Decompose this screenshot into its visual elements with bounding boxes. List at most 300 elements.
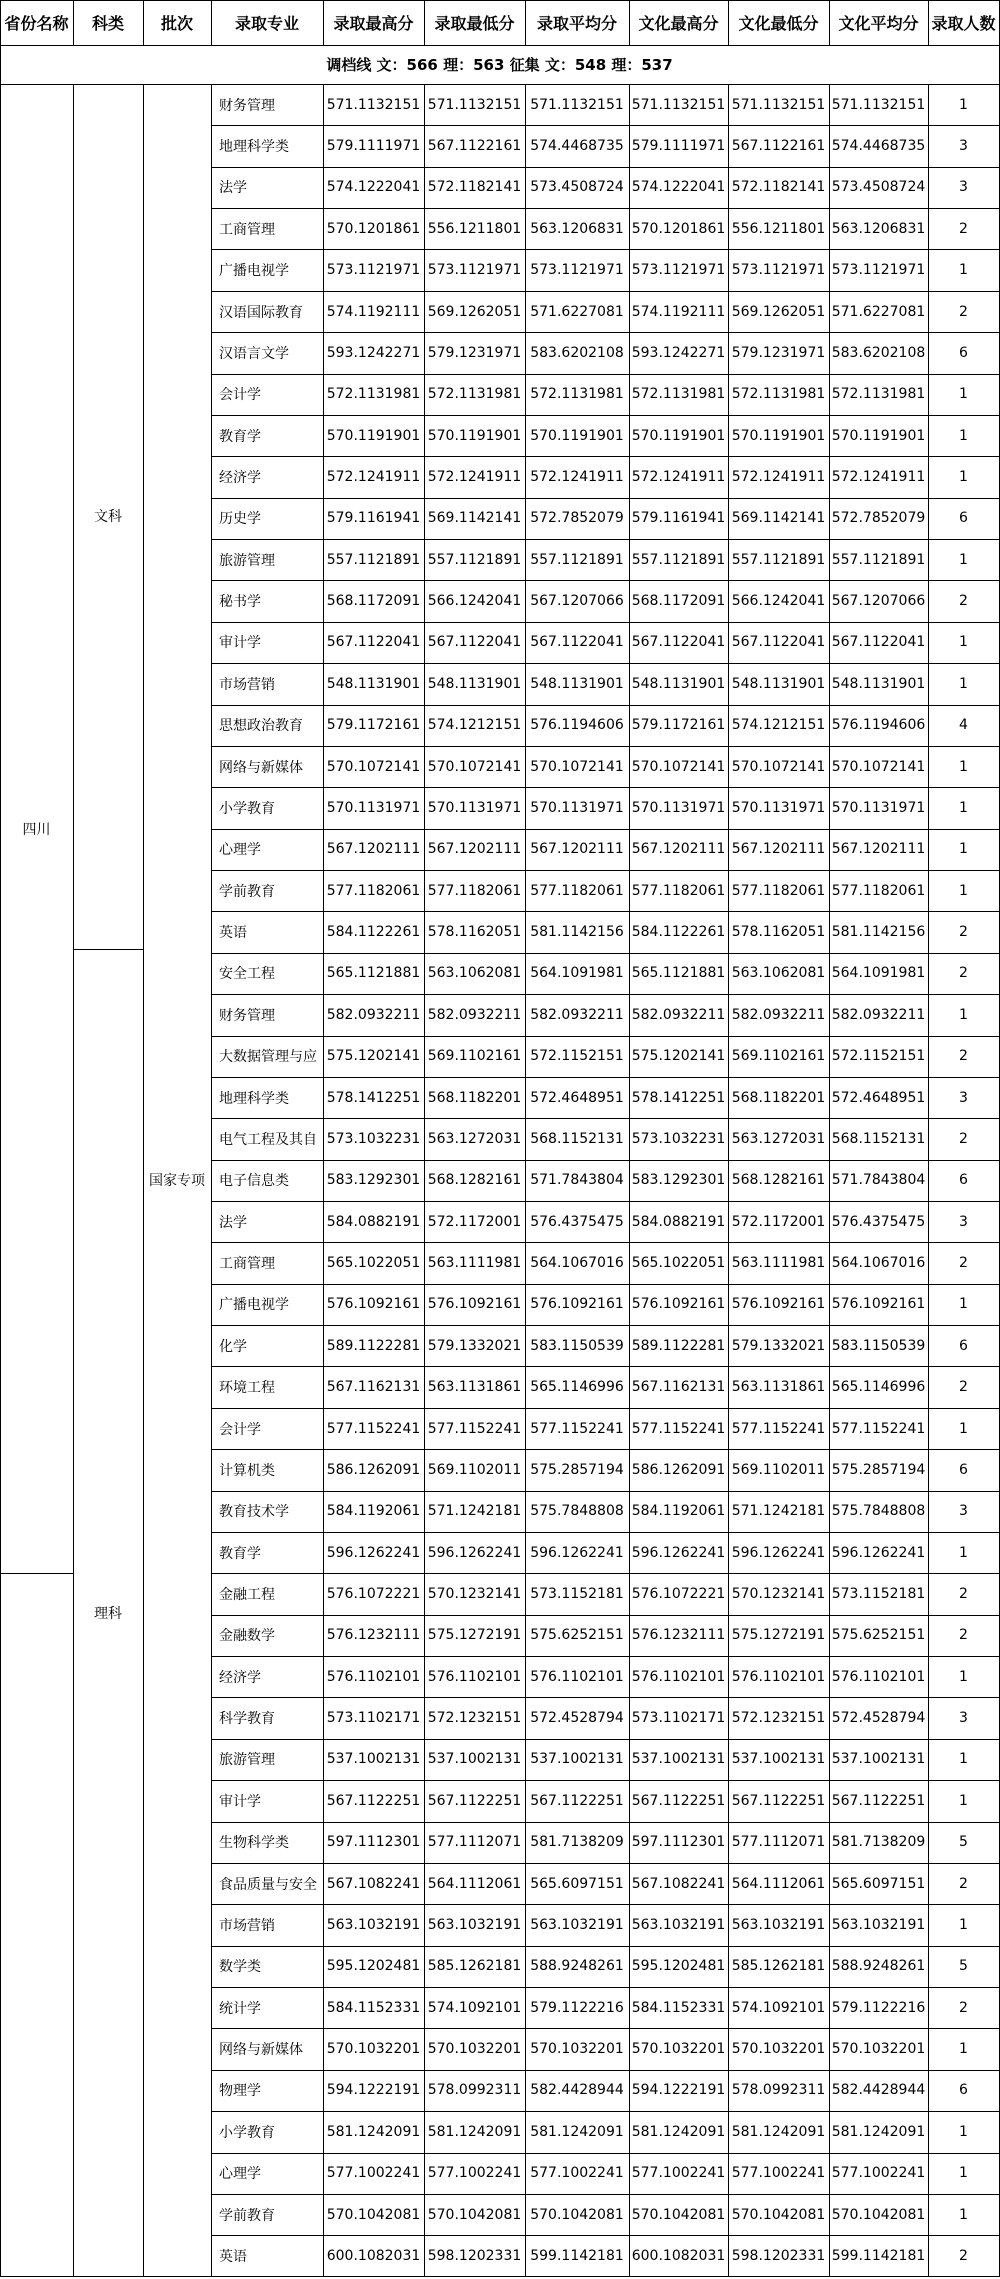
row-21-culture-max: 565.1121881 (631, 965, 726, 982)
row-34-admit-count: 3 (959, 1503, 968, 1520)
row-18-max-score: 567.1202111 (326, 841, 421, 858)
row-19-major: 学前教育 (219, 883, 275, 900)
row-2-avg-score: 573.4508724 (530, 179, 624, 196)
row-1-culture-max: 579.1111971 (631, 138, 726, 155)
row-27-culture-max: 584.0882191 (631, 1213, 726, 1230)
row-2-min-score: 572.1182141 (427, 179, 522, 196)
grid-line (424, 0, 425, 45)
row-9-avg-score: 572.1241911 (530, 469, 624, 485)
row-18-culture-avg: 567.1202111 (831, 841, 926, 858)
grid-line (211, 1366, 1000, 1367)
row-51-culture-avg: 570.1042081 (831, 2206, 926, 2223)
row-20-culture-min: 578.1162051 (731, 924, 826, 941)
row-26-culture-avg: 571.7843804 (831, 1172, 926, 1189)
subject-like: 理科 (94, 1605, 122, 1622)
row-20-culture-max: 584.1122261 (631, 924, 726, 941)
row-12-culture-avg: 567.1207066 (831, 593, 926, 610)
row-6-min-score: 579.1231971 (427, 344, 522, 361)
row-45-major: 数学类 (219, 1959, 261, 1976)
row-25-max-score: 573.1032231 (326, 1130, 421, 1147)
row-46-culture-min: 574.1092101 (731, 1999, 826, 2016)
row-40-max-score: 537.1002131 (326, 1751, 421, 1768)
row-47-culture-min: 570.1032201 (731, 2041, 826, 2058)
column-header-subject: 科类 (91, 14, 124, 33)
row-44-avg-score: 563.1032191 (530, 1916, 624, 1933)
row-35-culture-max: 596.1262241 (631, 1544, 726, 1561)
row-27-major: 法学 (219, 1214, 247, 1231)
grid-line (211, 291, 1000, 292)
row-37-min-score: 575.1272191 (427, 1627, 522, 1644)
row-48-culture-avg: 582.4428944 (831, 2082, 926, 2099)
grid-line (143, 84, 144, 2277)
row-50-major: 心理学 (219, 2166, 261, 2183)
row-49-min-score: 581.1242091 (427, 2123, 522, 2140)
row-10-min-score: 569.1142141 (427, 510, 522, 527)
row-22-admit-count: 1 (959, 1006, 968, 1023)
row-9-culture-min: 572.1241911 (731, 469, 826, 485)
row-44-major: 市场营销 (219, 1917, 275, 1934)
row-33-culture-avg: 575.2857194 (831, 1461, 926, 1478)
row-14-admit-count: 1 (959, 675, 968, 692)
row-15-culture-max: 579.1172161 (631, 717, 726, 734)
row-41-major: 审计学 (219, 1793, 261, 1810)
row-46-major: 统计学 (219, 2000, 261, 2017)
row-11-culture-max: 557.1121891 (631, 551, 726, 568)
grid-line (211, 1697, 1000, 1698)
row-30-culture-max: 589.1122281 (631, 1337, 726, 1354)
row-28-culture-avg: 564.1067016 (831, 1255, 926, 1272)
row-47-major: 网络与新媒体 (219, 2042, 303, 2059)
row-0-avg-score: 571.1132151 (530, 96, 624, 113)
row-33-min-score: 569.1102011 (427, 1461, 522, 1478)
row-32-culture-min: 577.1152241 (731, 1420, 826, 1437)
row-20-admit-count: 2 (959, 924, 968, 941)
grid-line (424, 84, 425, 2277)
row-7-culture-max: 572.1131981 (631, 386, 726, 403)
row-20-avg-score: 581.1142156 (530, 924, 624, 941)
row-1-avg-score: 574.4468735 (530, 138, 624, 155)
row-45-admit-count: 5 (959, 1958, 968, 1975)
row-38-admit-count: 1 (959, 1668, 968, 1685)
row-37-max-score: 576.1232111 (326, 1627, 421, 1644)
row-43-avg-score: 565.6097151 (530, 1875, 624, 1892)
grid-line (829, 0, 830, 45)
row-13-culture-max: 567.1122041 (631, 634, 726, 651)
row-27-admit-count: 3 (959, 1213, 968, 1230)
row-26-major: 电子信息类 (219, 1173, 289, 1190)
grid-line (211, 911, 1000, 912)
row-5-min-score: 569.1262051 (427, 303, 522, 320)
row-27-max-score: 584.0882191 (326, 1213, 421, 1230)
row-18-admit-count: 1 (959, 841, 968, 858)
row-44-culture-max: 563.1032191 (631, 1916, 726, 1933)
row-25-culture-min: 563.1272031 (731, 1130, 826, 1147)
row-12-major: 秘书学 (219, 594, 261, 611)
grid-line (829, 84, 830, 2277)
row-9-major: 经济学 (219, 470, 261, 486)
row-7-admit-count: 1 (959, 386, 968, 403)
row-3-culture-avg: 563.1206831 (831, 220, 926, 237)
row-52-culture-avg: 599.1142181 (831, 2247, 926, 2264)
row-16-min-score: 570.1072141 (427, 758, 522, 775)
grid-line (0, 0, 1, 2277)
row-40-culture-max: 537.1002131 (631, 1751, 726, 1768)
row-45-culture-avg: 588.9248261 (831, 1958, 926, 1975)
row-10-culture-min: 569.1142141 (731, 510, 826, 527)
row-4-culture-max: 573.1121971 (631, 262, 726, 279)
row-6-max-score: 593.1242271 (326, 344, 421, 361)
row-17-avg-score: 570.1131971 (530, 799, 624, 816)
row-8-culture-min: 570.1191901 (731, 427, 826, 444)
row-36-avg-score: 573.1152181 (530, 1585, 624, 1602)
row-20-culture-avg: 581.1142156 (831, 924, 926, 941)
row-13-max-score: 567.1122041 (326, 634, 421, 651)
row-36-major: 金融工程 (219, 1586, 275, 1603)
grid-line (73, 0, 74, 45)
row-35-admit-count: 1 (959, 1544, 968, 1561)
row-2-major: 法学 (219, 180, 247, 197)
row-39-admit-count: 3 (959, 1710, 968, 1727)
row-36-min-score: 570.1232141 (427, 1585, 522, 1602)
row-46-admit-count: 2 (959, 1999, 968, 2016)
row-29-avg-score: 576.1092161 (530, 1296, 624, 1313)
grid-line (211, 787, 1000, 788)
row-38-min-score: 576.1102101 (427, 1668, 522, 1685)
grid-line (211, 1449, 1000, 1450)
grid-line (211, 498, 1000, 499)
grid-line (211, 2235, 1000, 2236)
row-50-max-score: 577.1002241 (326, 2165, 421, 2182)
grid-line (211, 870, 1000, 871)
row-17-culture-min: 570.1131971 (731, 799, 826, 816)
row-14-avg-score: 548.1131901 (530, 675, 624, 692)
grid-line (211, 1201, 1000, 1202)
row-14-major: 市场营销 (219, 676, 275, 693)
row-43-min-score: 564.1112061 (427, 1875, 522, 1892)
row-23-max-score: 575.1202141 (326, 1048, 421, 1065)
row-19-culture-max: 577.1182061 (631, 882, 726, 899)
grid-line (525, 84, 526, 2277)
row-11-major: 旅游管理 (219, 552, 275, 569)
row-17-max-score: 570.1131971 (326, 799, 421, 816)
row-22-min-score: 582.0932211 (427, 1006, 522, 1023)
row-16-culture-min: 570.1072141 (731, 758, 826, 775)
row-31-culture-max: 567.1162131 (631, 1379, 726, 1396)
row-24-major: 地理科学类 (219, 1090, 289, 1107)
row-10-max-score: 579.1161941 (326, 510, 421, 527)
row-48-culture-min: 578.0992311 (731, 2082, 826, 2099)
row-14-max-score: 548.1131901 (326, 675, 421, 692)
row-27-culture-avg: 576.4375475 (831, 1213, 926, 1230)
row-13-admit-count: 1 (959, 634, 968, 651)
row-12-culture-min: 566.1242041 (731, 593, 826, 610)
row-5-avg-score: 571.6227081 (530, 303, 624, 320)
row-28-culture-min: 563.1111981 (731, 1255, 826, 1272)
grid-line (211, 539, 1000, 540)
row-22-culture-min: 582.0932211 (731, 1006, 826, 1023)
row-10-culture-max: 579.1161941 (631, 510, 726, 527)
row-49-max-score: 581.1242091 (326, 2123, 421, 2140)
grid-line (211, 1325, 1000, 1326)
row-30-culture-min: 579.1332021 (731, 1337, 826, 1354)
row-11-avg-score: 557.1121891 (530, 551, 624, 568)
row-23-admit-count: 2 (959, 1048, 968, 1065)
row-33-max-score: 586.1262091 (326, 1461, 421, 1478)
row-21-max-score: 565.1121881 (326, 965, 421, 982)
row-44-admit-count: 1 (959, 1916, 968, 1933)
row-30-min-score: 579.1332021 (427, 1337, 522, 1354)
row-39-culture-avg: 572.4528794 (831, 1710, 926, 1727)
row-52-culture-max: 600.1082031 (631, 2247, 726, 2264)
row-22-avg-score: 582.0932211 (530, 1006, 624, 1023)
row-46-culture-max: 584.1152331 (631, 1999, 726, 2016)
row-46-min-score: 574.1092101 (427, 1999, 522, 2016)
grid-line (525, 0, 526, 45)
row-0-admit-count: 1 (959, 96, 968, 113)
admission-notice: 调档线 文：566 理：563 征集 文：548 理：537 (326, 56, 673, 74)
row-11-max-score: 557.1121891 (326, 551, 421, 568)
row-43-culture-avg: 565.6097151 (831, 1875, 926, 1892)
row-25-min-score: 563.1272031 (427, 1130, 522, 1147)
row-44-culture-min: 563.1032191 (731, 1916, 826, 1933)
grid-line (211, 332, 1000, 333)
grid-line (0, 84, 1000, 85)
row-43-major: 食品质量与安全 (219, 1876, 317, 1893)
grid-line (211, 994, 1000, 995)
row-18-culture-max: 567.1202111 (631, 841, 726, 858)
row-22-major: 财务管理 (219, 1007, 275, 1024)
column-header-culture_avg: 文化平均分 (838, 14, 919, 33)
grid-line (0, 45, 1000, 46)
row-39-culture-min: 572.1232151 (731, 1710, 826, 1727)
row-49-avg-score: 581.1242091 (530, 2123, 624, 2140)
row-4-min-score: 573.1121971 (427, 262, 522, 279)
row-0-culture-min: 571.1132151 (731, 96, 826, 113)
row-37-major: 金融数学 (219, 1628, 275, 1645)
grid-line (323, 84, 324, 2277)
row-5-max-score: 574.1192111 (326, 303, 421, 320)
grid-line (211, 84, 212, 2277)
row-12-min-score: 566.1242041 (427, 593, 522, 610)
row-13-culture-min: 567.1122041 (731, 634, 826, 651)
row-16-culture-avg: 570.1072141 (831, 758, 926, 775)
row-10-major: 历史学 (219, 511, 261, 528)
row-27-avg-score: 576.4375475 (530, 1213, 624, 1230)
row-6-culture-min: 579.1231971 (731, 344, 826, 361)
column-header-max_score: 录取最高分 (333, 14, 414, 33)
row-25-avg-score: 568.1152131 (530, 1130, 624, 1147)
row-3-avg-score: 563.1206831 (530, 220, 624, 237)
row-25-major: 电气工程及其自 (219, 1131, 317, 1148)
row-20-min-score: 578.1162051 (427, 924, 522, 941)
row-42-major: 生物科学类 (219, 1835, 289, 1852)
row-5-major: 汉语国际教育 (219, 304, 303, 321)
row-13-avg-score: 567.1122041 (530, 634, 624, 651)
row-23-culture-min: 569.1102161 (731, 1048, 826, 1065)
row-32-avg-score: 577.1152241 (530, 1420, 624, 1437)
row-17-admit-count: 1 (959, 799, 968, 816)
row-26-min-score: 568.1282161 (427, 1172, 522, 1189)
grid-line (629, 0, 630, 45)
row-1-admit-count: 3 (959, 138, 968, 155)
grid-line (928, 0, 929, 45)
row-40-admit-count: 1 (959, 1751, 968, 1768)
row-28-culture-max: 565.1022051 (631, 1255, 726, 1272)
grid-line (211, 1408, 1000, 1409)
grid-line (73, 949, 144, 950)
row-37-culture-max: 576.1232111 (631, 1627, 726, 1644)
row-21-culture-avg: 564.1091981 (831, 965, 926, 982)
grid-line (211, 1780, 1000, 1781)
row-9-max-score: 572.1241911 (326, 469, 421, 485)
row-4-major: 广播电视学 (219, 263, 289, 280)
grid-line (211, 2070, 1000, 2071)
row-5-culture-avg: 571.6227081 (831, 303, 926, 320)
row-51-min-score: 570.1042081 (427, 2206, 522, 2223)
row-22-culture-max: 582.0932211 (631, 1006, 726, 1023)
row-6-admit-count: 6 (959, 344, 968, 361)
row-16-max-score: 570.1072141 (326, 758, 421, 775)
row-42-culture-min: 577.1112071 (731, 1834, 826, 1851)
column-header-min_score: 录取最低分 (434, 14, 515, 33)
row-33-major: 计算机类 (219, 1462, 275, 1479)
row-42-culture-avg: 581.7138209 (831, 1834, 926, 1851)
row-2-admit-count: 3 (959, 179, 968, 196)
row-12-avg-score: 567.1207066 (530, 593, 624, 610)
row-12-admit-count: 2 (959, 593, 968, 610)
row-45-min-score: 585.1262181 (427, 1958, 522, 1975)
row-52-admit-count: 2 (959, 2247, 968, 2264)
row-19-admit-count: 1 (959, 882, 968, 899)
row-18-avg-score: 567.1202111 (530, 841, 624, 858)
grid-line (211, 1946, 1000, 1947)
row-21-admit-count: 2 (959, 965, 968, 982)
row-15-min-score: 574.1212151 (427, 717, 522, 734)
row-23-major: 大数据管理与应 (219, 1049, 317, 1066)
row-33-admit-count: 6 (959, 1461, 968, 1478)
row-42-max-score: 597.1112301 (326, 1834, 421, 1851)
row-48-avg-score: 582.4428944 (530, 2082, 624, 2099)
row-17-major: 小学教育 (219, 800, 275, 817)
row-44-min-score: 563.1032191 (427, 1916, 522, 1933)
row-43-max-score: 567.1082241 (326, 1875, 421, 1892)
row-32-max-score: 577.1152241 (326, 1420, 421, 1437)
row-31-max-score: 567.1162131 (326, 1379, 421, 1396)
row-13-min-score: 567.1122041 (427, 634, 522, 651)
grid-line (211, 374, 1000, 375)
row-35-major: 教育学 (219, 1545, 261, 1562)
row-18-major: 心理学 (219, 842, 261, 859)
grid-line (211, 1532, 1000, 1533)
row-31-avg-score: 565.1146996 (530, 1379, 624, 1396)
row-26-culture-min: 568.1282161 (731, 1172, 826, 1189)
row-0-culture-max: 571.1132151 (631, 96, 726, 113)
row-19-max-score: 577.1182061 (326, 882, 421, 899)
row-30-max-score: 589.1122281 (326, 1337, 421, 1354)
row-29-culture-avg: 576.1092161 (831, 1296, 926, 1313)
row-33-avg-score: 575.2857194 (530, 1461, 624, 1478)
row-36-admit-count: 2 (959, 1585, 968, 1602)
row-33-culture-min: 569.1102011 (731, 1461, 826, 1478)
row-24-min-score: 568.1182201 (427, 1089, 522, 1106)
grid-line (928, 84, 929, 2277)
row-8-max-score: 570.1191901 (326, 427, 421, 444)
row-24-max-score: 578.1412251 (326, 1089, 421, 1106)
row-41-max-score: 567.1122251 (326, 1792, 421, 1809)
row-49-culture-min: 581.1242091 (731, 2123, 826, 2140)
row-4-max-score: 573.1121971 (326, 262, 421, 279)
row-5-culture-min: 569.1262051 (731, 303, 826, 320)
row-20-major: 英语 (219, 925, 247, 942)
row-14-culture-min: 548.1131901 (731, 675, 826, 692)
row-0-major: 财务管理 (219, 97, 275, 114)
row-7-culture-avg: 572.1131981 (831, 386, 926, 403)
row-41-culture-min: 567.1122251 (731, 1792, 826, 1809)
row-39-culture-max: 573.1102171 (631, 1710, 726, 1727)
row-19-culture-avg: 577.1182061 (831, 882, 926, 899)
row-7-min-score: 572.1131981 (427, 386, 522, 403)
row-10-culture-avg: 572.7852079 (831, 510, 926, 527)
column-header-province: 省份名称 (4, 14, 69, 33)
grid-line (211, 125, 1000, 126)
row-44-culture-avg: 563.1032191 (831, 1916, 926, 1933)
row-41-avg-score: 567.1122251 (530, 1792, 624, 1809)
grid-line (211, 1863, 1000, 1864)
row-12-culture-max: 568.1172091 (631, 593, 726, 610)
row-17-culture-avg: 570.1131971 (831, 799, 926, 816)
row-51-culture-min: 570.1042081 (731, 2206, 826, 2223)
row-50-admit-count: 1 (959, 2165, 968, 2182)
row-31-major: 环境工程 (219, 1380, 275, 1397)
grid-line (211, 1491, 1000, 1492)
row-24-culture-min: 568.1182201 (731, 1089, 826, 1106)
grid-line (211, 1573, 1000, 1574)
grid-line (211, 1615, 1000, 1616)
row-35-culture-avg: 596.1262241 (831, 1544, 926, 1561)
row-52-culture-min: 598.1202331 (731, 2247, 826, 2264)
row-14-culture-avg: 548.1131901 (831, 675, 926, 692)
row-40-culture-avg: 537.1002131 (831, 1751, 926, 1768)
row-3-min-score: 556.1211801 (427, 220, 522, 237)
row-41-min-score: 567.1122251 (427, 1792, 522, 1809)
row-38-max-score: 576.1102101 (326, 1668, 421, 1685)
grid-line (211, 249, 1000, 250)
row-44-max-score: 563.1032191 (326, 1916, 421, 1933)
row-8-culture-avg: 570.1191901 (831, 427, 926, 444)
row-38-culture-avg: 576.1102101 (831, 1668, 926, 1685)
row-38-avg-score: 576.1102101 (530, 1668, 624, 1685)
row-52-avg-score: 599.1142181 (530, 2247, 624, 2264)
row-21-major: 安全工程 (219, 966, 275, 983)
column-header-culture_min: 文化最低分 (738, 14, 819, 33)
row-41-culture-avg: 567.1122251 (831, 1792, 926, 1809)
row-42-min-score: 577.1112071 (427, 1834, 522, 1851)
grid-line (211, 1160, 1000, 1161)
row-29-culture-max: 576.1092161 (631, 1296, 726, 1313)
row-50-avg-score: 577.1002241 (530, 2165, 624, 2182)
row-30-admit-count: 6 (959, 1337, 968, 1354)
row-28-min-score: 563.1111981 (427, 1255, 522, 1272)
row-36-culture-min: 570.1232141 (731, 1585, 826, 1602)
row-9-culture-avg: 572.1241911 (831, 469, 926, 485)
row-16-admit-count: 1 (959, 758, 968, 775)
row-39-avg-score: 572.4528794 (530, 1710, 624, 1727)
row-0-min-score: 571.1132151 (427, 96, 522, 113)
row-42-admit-count: 5 (959, 1834, 968, 1851)
grid-line (728, 84, 729, 2277)
grid-line (211, 1118, 1000, 1119)
grid-line (143, 0, 144, 45)
